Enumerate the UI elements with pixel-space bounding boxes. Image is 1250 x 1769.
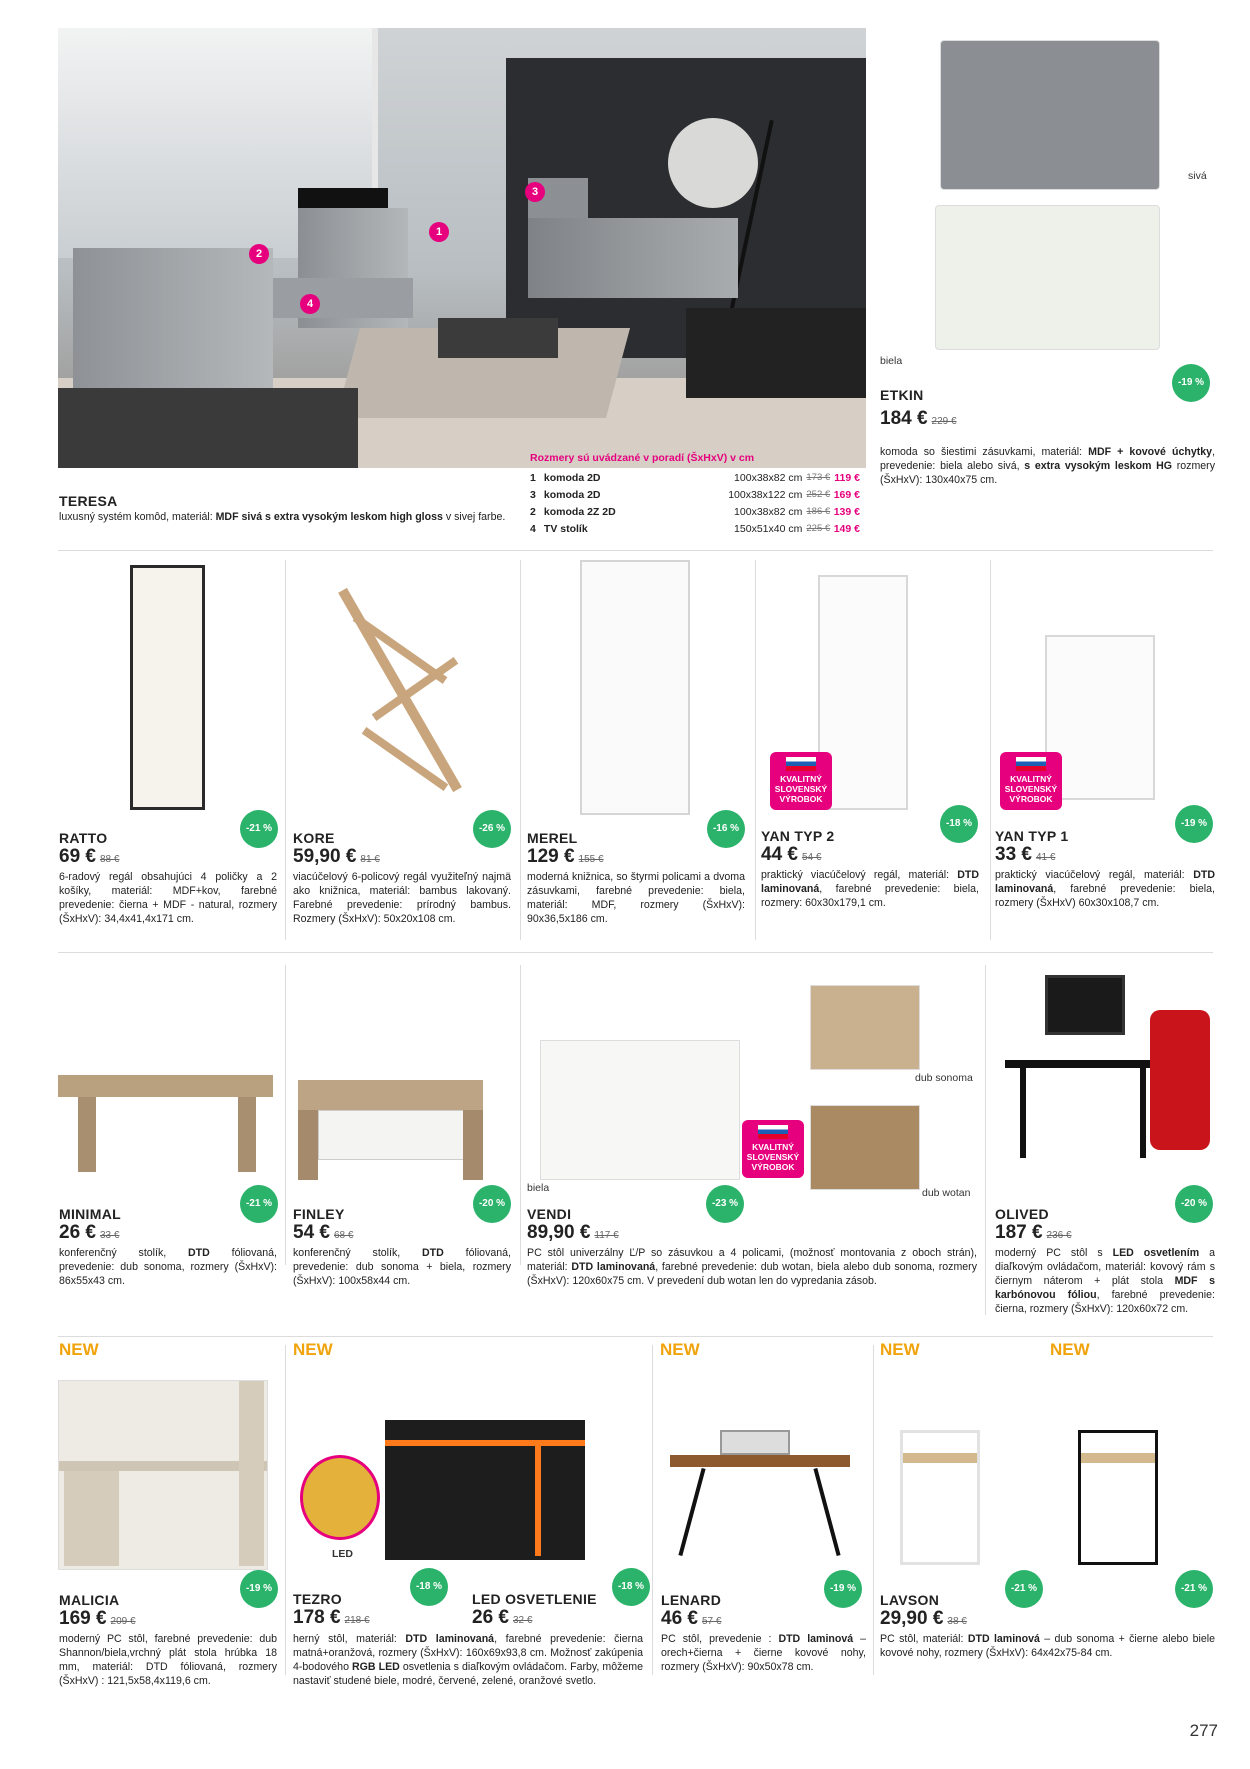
olived-price: 187 € 236 € [995,1222,1072,1243]
minimal-name: MINIMAL [59,1206,121,1222]
slovak-quality-badge: KVALITNÝ SLOVENSKÝ VÝROBOK [770,752,832,810]
led-name: LED OSVETLENIE [472,1591,597,1607]
minimal-discount-badge: -21 % [240,1185,278,1223]
row-dims: 100x38x82 cm [734,505,803,518]
led-caption: LED [332,1548,353,1560]
yan2-discount-badge: -18 % [940,805,978,843]
size-table-header: Rozmery sú uvádzané v poradí (ŠxHxV) v cm [530,452,755,464]
merel-photo [580,560,690,815]
etkin-color-white: biela [880,355,903,367]
slovak-quality-badge: KVALITNÝ SLOVENSKÝ VÝROBOK [1000,752,1062,810]
size-table-row [530,520,860,537]
hero-marker-1: 1 [429,222,449,242]
sofa-right [686,308,866,398]
finley-discount-badge: -20 % [473,1185,511,1223]
malicia-name: MALICIA [59,1592,120,1608]
vendi-name: VENDI [527,1206,572,1222]
kore-price: 59,90 € 81 € [293,846,380,867]
new-label: NEW [660,1340,700,1359]
row-label: komoda 2Z 2D [543,505,616,518]
lavson-discount-badge-2: -21 % [1175,1570,1213,1608]
ratto-name: RATTO [59,830,108,846]
vendi-description: PC stôl univerzálny Ľ/P so zásuvkou a 4 policami, (možnosť montovania z oboch strán), materiál: DTD laminovaná, farebné prevedenie: dub wotan, biela alebo dub sonoma, rozmery (ŠxHxV): 120x60x75 cm. V prevedení dub wotan len do vypredania zásob. [527,1247,977,1287]
lavson-black-photo [1078,1430,1158,1565]
kore-photo [325,565,475,815]
finley-description: konferenčný stolík, DTD fóliovaná, prevedenie: dub sonoma + biela, rozmery (ŠxHxV): 100x58x44 cm. [293,1247,511,1287]
row-label: TV stolík [543,522,588,535]
sideboard-long [528,218,738,298]
new-label: NEW [293,1340,333,1359]
row-dims: 100x38x122 cm [728,488,803,501]
etkin-price: 184 € 229 € [880,408,957,429]
malicia-description: moderný PC stôl, farebné prevedenie: dub Shannon/biela,vrchný plát stola hrúbka 18 mm, materiál: DTD fóliovaná, rozmery (ŠxHxV) : 121,5x58,4x119,6 cm. [59,1633,277,1687]
divider [285,560,286,940]
ratto-discount-badge: -21 % [240,810,278,848]
finley-name: FINLEY [293,1206,345,1222]
row-number: 2 [530,505,536,518]
row-label: komoda 2D [543,471,601,484]
merel-discount-badge: -16 % [707,810,745,848]
olived-description: moderný PC stôl s LED osvetlením a diaľkovým ovládačom, materiál: kovový rám s čiernym náterom + plát stola MDF s karbónovou fóliou, farebné prevedenie: čierna, rozmery (ŠxHxV): 120x60x72 cm. [995,1247,1215,1315]
divider [520,560,521,940]
olived-name: OLIVED [995,1206,1049,1222]
divider [285,965,286,1265]
row-dims: 100x38x82 cm [734,471,803,484]
hero-marker-4: 4 [300,294,320,314]
divider [873,1345,874,1675]
kore-name: KORE [293,830,335,846]
teresa-name: TERESA [59,493,118,509]
row-price: 149 € [833,522,860,535]
hero-marker-2: 2 [249,244,269,264]
vendi-price: 89,90 € 117 € [527,1222,619,1243]
malicia-price: 169 € 209 € [59,1608,136,1629]
etkin-discount-badge: -19 % [1172,364,1210,402]
lenard-price: 46 € 57 € [661,1608,722,1629]
vendi-sonoma-photo [810,985,920,1070]
etkin-description: komoda so šiestimi zásuvkami, materiál: MDF + kovové úchytky, prevedenie: biela alebo sivá, s extra vysokým leskom HG rozmery (ŠxHxV): 130x40x75 cm. [880,446,1215,486]
sideboard-2 [73,248,273,408]
page-number: 277 [1189,1721,1218,1740]
olived-photo [1000,970,1210,1170]
ratto-photo [130,565,205,810]
size-table [530,452,860,537]
yan2-price: 44 € 54 € [761,844,822,865]
merel-price: 129 € 155 € [527,846,604,867]
size-table-row [530,469,860,486]
minimal-description: konferenčný stolík, DTD fóliovaná, prevedenie: dub sonoma, rozmery (ŠxHxV): 86x55x43 cm. [59,1247,277,1287]
lavson-price: 29,90 € 38 € [880,1608,967,1629]
etkin-name: ETKIN [880,387,924,403]
wall-clock [668,118,758,208]
etkin-color-grey: sivá [1188,170,1207,182]
lavson-description: PC stôl, materiál: DTD laminová – dub sonoma + čierne alebo biele kovové nohy, rozmery (ŠxHxV): 64x42x75-84 cm. [880,1633,1216,1659]
tezro-discount-badge: -18 % [410,1568,448,1606]
divider [58,1336,1213,1337]
row-number: 3 [530,488,536,501]
lavson-discount-badge: -21 % [1005,1570,1043,1608]
teresa-description: luxusný systém komôd, materiál: MDF sivá s extra vysokým leskom high gloss v sivej farbe. [59,511,506,523]
divider [520,965,521,1265]
row-price: 169 € [833,488,860,501]
finley-photo [298,1080,483,1185]
vendi-wotan-photo [810,1105,920,1190]
divider [990,560,991,940]
vendi-color-sonoma: dub sonoma [915,1072,973,1084]
row-number: 4 [530,522,536,535]
divider [58,952,1213,953]
divider [652,1345,653,1675]
row-old-price: 186 € [806,506,831,517]
size-table-row [530,486,860,503]
hero-room-photo [58,28,866,468]
new-label: NEW [59,1340,99,1359]
etkin-grey-photo [940,40,1160,190]
tezro-name: TEZRO [293,1591,342,1607]
row-price: 139 € [833,505,860,518]
size-table-row [530,503,860,520]
lenard-discount-badge: -19 % [824,1570,862,1608]
lenard-name: LENARD [661,1592,722,1608]
yan2-name: YAN TYP 2 [761,828,835,844]
merel-description: moderná knižnica, so štyrmi policami a dvoma zásuvkami, farebné prevedenie: biela, materiál: MDF, rozmery (ŠxHxV): 90x36,5x186 cm. [527,871,745,925]
merel-name: MEREL [527,830,578,846]
olived-discount-badge: -20 % [1175,1185,1213,1223]
row-old-price: 173 € [806,472,831,483]
yan1-price: 33 € 41 € [995,844,1056,865]
row-label: komoda 2D [543,488,601,501]
yan2-description: praktický viacúčelový regál, materiál: DTD laminovaná, farebné prevedenie: biela, rozmery: 60x30x179,1 cm. [761,869,979,909]
lenard-description: PC stôl, prevedenie : DTD laminová – orech+čierna + čierne kovové nohy, rozmery (ŠxHxV): 90x50x78 cm. [661,1633,866,1673]
lenard-photo [670,1430,850,1560]
led-strip-photo [300,1455,380,1540]
new-label: NEW [1050,1340,1090,1359]
yan1-discount-badge: -19 % [1175,805,1213,843]
coffee-table [438,318,558,358]
row-old-price: 252 € [806,489,831,500]
minimal-photo [58,1075,273,1175]
yan1-description: praktický viacúčelový regál, materiál: DTD laminovaná, farebné prevedenie: biela, rozmery (ŠxHxV) 60x30x108,7 cm. [995,869,1215,909]
vendi-discount-badge: -23 % [706,1185,744,1223]
lavson-white-photo [900,1430,980,1565]
divider [985,965,986,1315]
tezro-description: herný stôl, materiál: DTD laminovaná, farebné prevedenie: čierna matná+oranžová, rozmery (ŠxHxV): 160x69x93,8 cm. Možnosť zakúpenia 4-bodového RGB LED osvetlenia s diaľkovým ovládačom. Farby, môžeme nastaviť studené biele, modré, červené, zelené, oranžové svetlo. [293,1633,644,1687]
hero-marker-3: 3 [525,182,545,202]
lavson-name: LAVSON [880,1592,940,1608]
slovak-quality-badge: KVALITNÝ SLOVENSKÝ VÝROBOK [742,1120,804,1178]
divider [755,560,756,940]
malicia-photo [58,1380,268,1570]
divider [58,550,1213,551]
kore-discount-badge: -26 % [473,810,511,848]
new-label: NEW [880,1340,920,1359]
row-number: 1 [530,471,536,484]
finley-price: 54 € 68 € [293,1222,354,1243]
led-price: 26 € 32 € [472,1607,533,1628]
tezro-price: 178 € 218 € [293,1607,370,1628]
malicia-discount-badge: -19 % [240,1570,278,1608]
etkin-white-photo [935,205,1160,350]
led-discount-badge: -18 % [612,1568,650,1606]
row-old-price: 225 € [806,523,831,534]
ratto-price: 69 € 88 € [59,846,120,867]
row-dims: 150x51x40 cm [734,522,803,535]
ratto-description: 6-radový regál obsahujúci 4 poličky a 2 košíky, materiál: MDF+kov, farebné prevedenie: čierna + MDF - natural, rozmery (ŠxHxV): 34,4x41,4x171 cm. [59,871,277,925]
tezro-photo [385,1420,585,1560]
yan1-name: YAN TYP 1 [995,828,1069,844]
kore-description: viacúčelový 6-policový regál využiteľný najmä ako knižnica, materiál: bambus lakovaný. Farebné prevedenie: prírodný bambus. Rozmery (ŠxHxV): 50x20x108 cm. [293,871,511,925]
tv-stand-4 [273,278,413,318]
minimal-price: 26 € 33 € [59,1222,120,1243]
divider [285,1345,286,1675]
vendi-color-white: biela [527,1182,550,1194]
sofa-left [58,388,358,468]
vendi-white-photo [540,1040,740,1180]
vendi-color-wotan: dub wotan [922,1187,971,1199]
row-price: 119 € [834,471,860,484]
